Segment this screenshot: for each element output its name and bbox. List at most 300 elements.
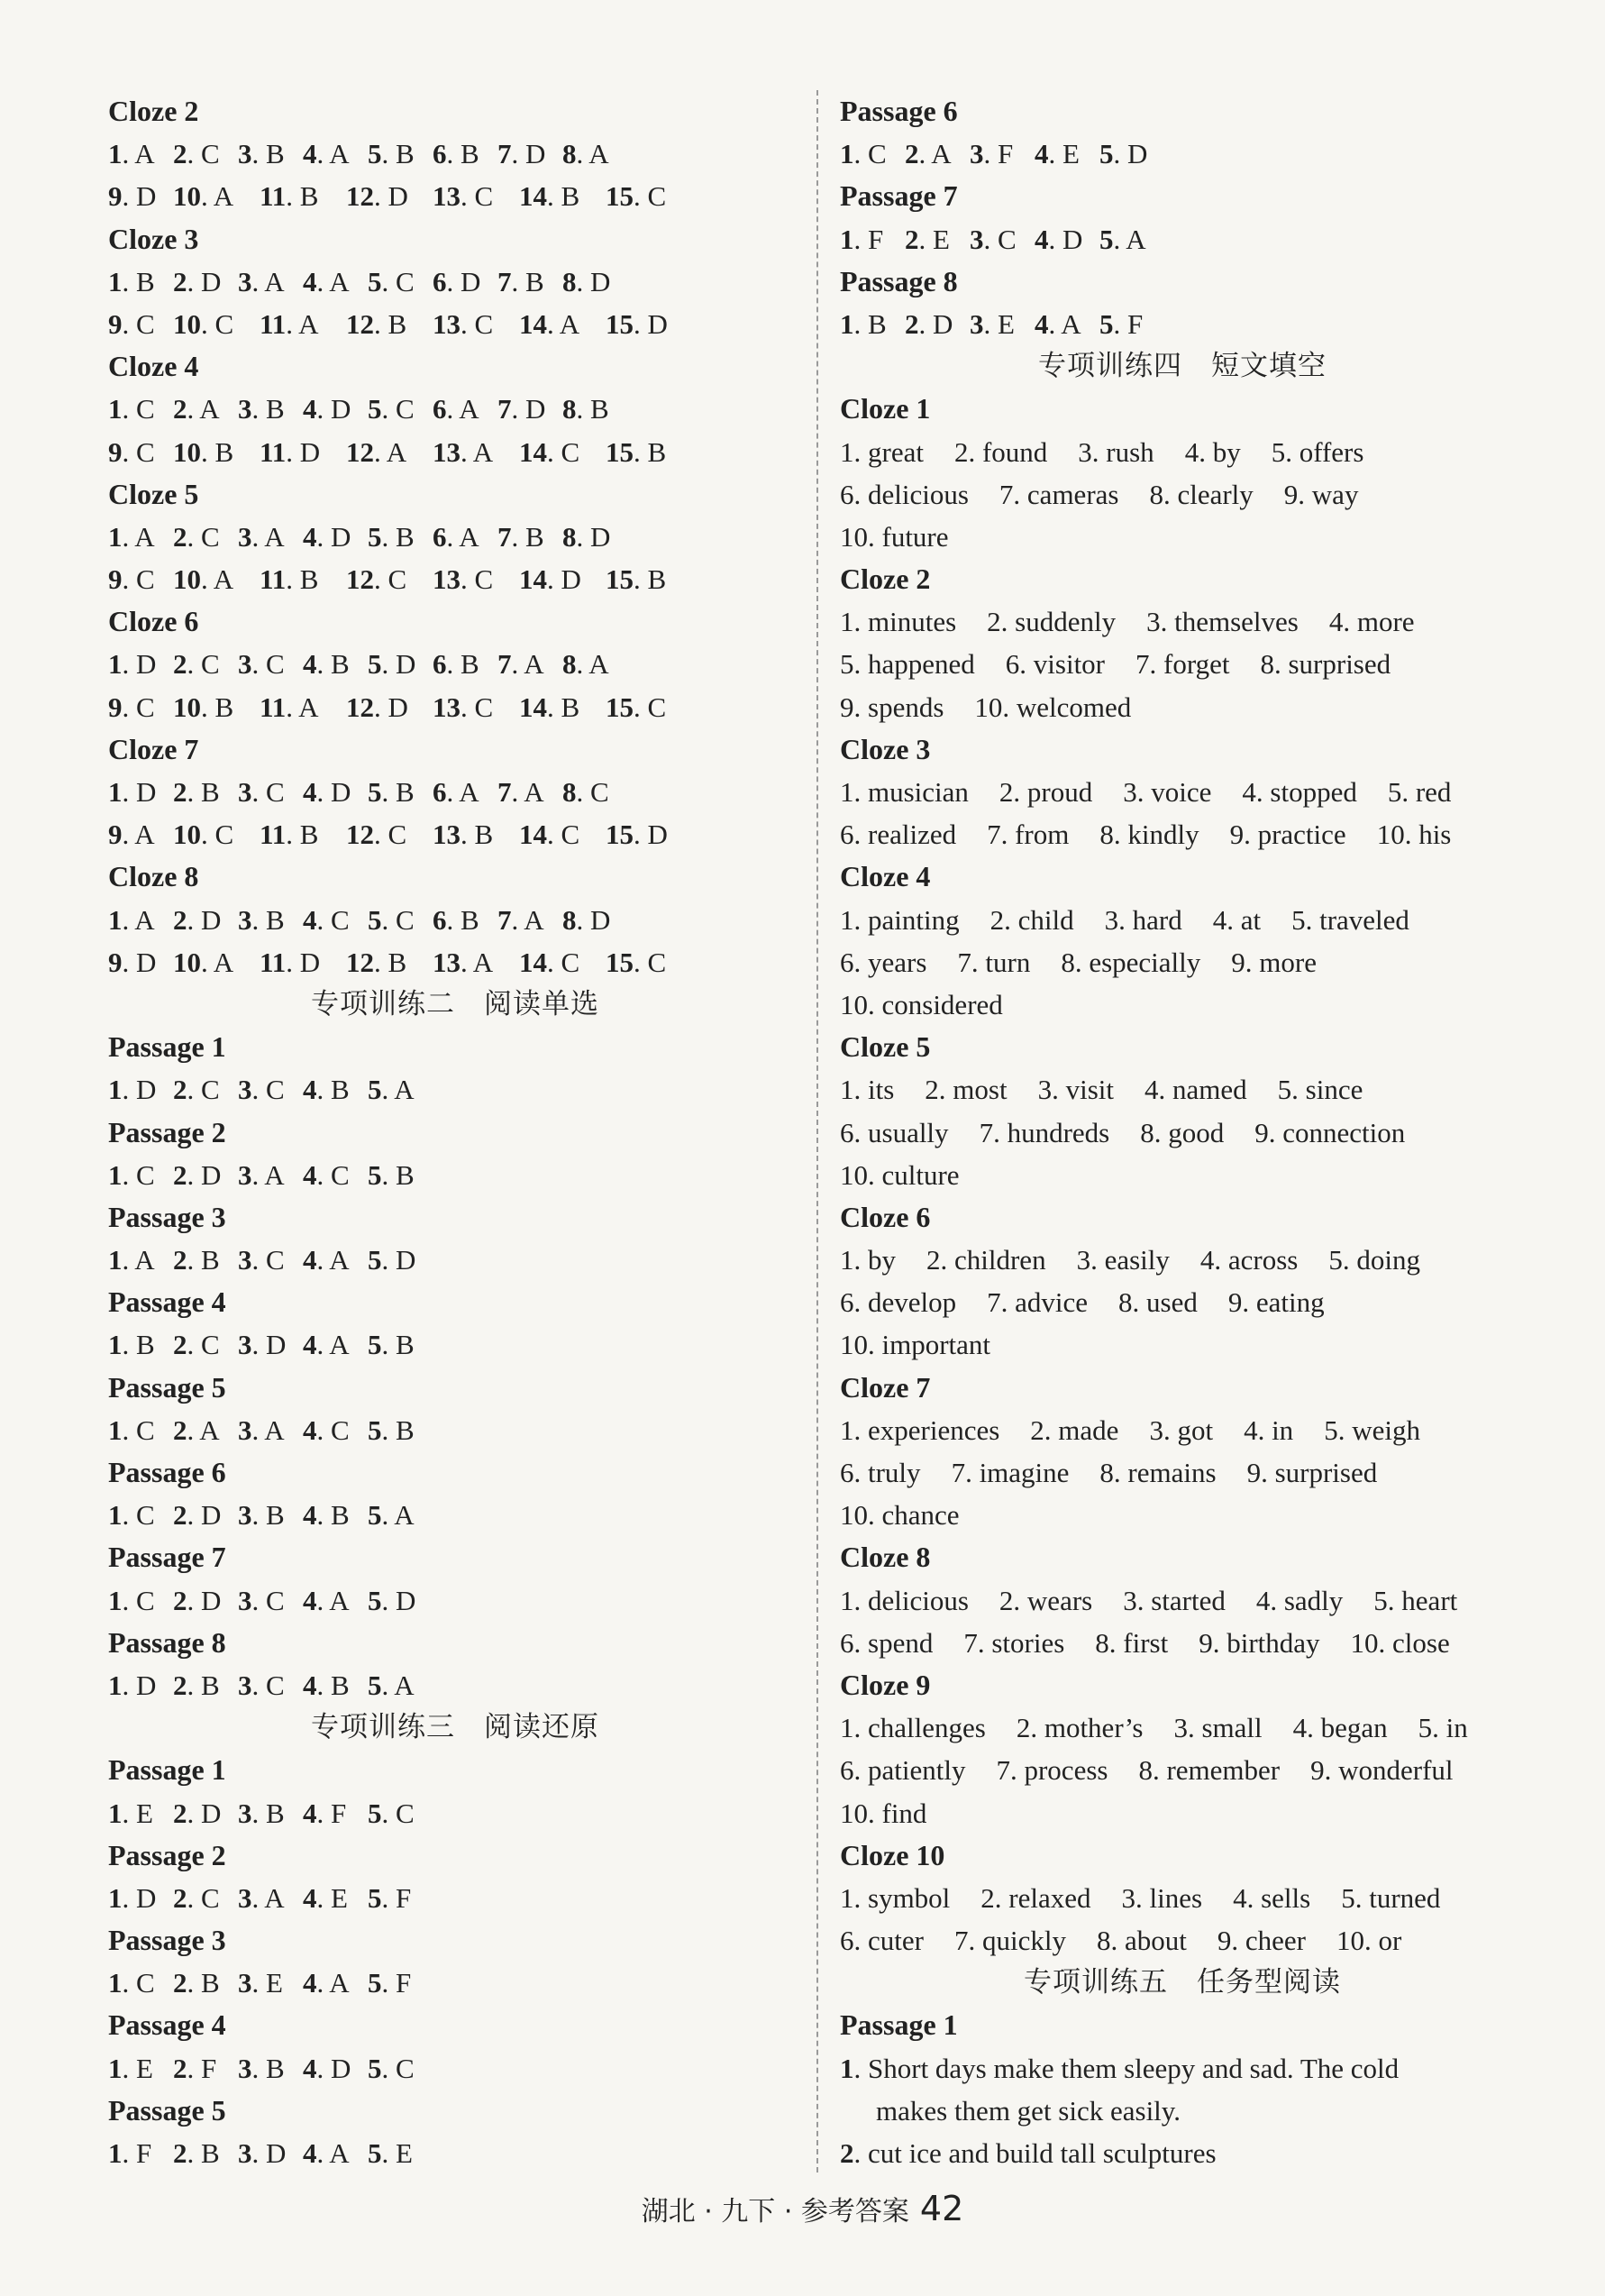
answer-value: B bbox=[136, 1329, 155, 1361]
answer-item: 9. C bbox=[108, 307, 155, 340]
answer-item: 4. C bbox=[303, 1158, 350, 1191]
answer-number: 5 bbox=[368, 393, 382, 425]
answer-number: 5 bbox=[368, 1669, 382, 1701]
answer-number: 1 bbox=[108, 1881, 123, 1914]
answer-item: 4. more bbox=[1328, 606, 1415, 638]
answer-value: C bbox=[998, 223, 1017, 255]
answer-item: 1. A bbox=[108, 1244, 155, 1276]
answer-item: 3. C bbox=[238, 648, 285, 681]
answer-number: 10 bbox=[173, 691, 201, 723]
answer-item: 5. F bbox=[368, 1967, 412, 1999]
answer-paragraph bbox=[840, 2047, 1525, 2132]
answer-value: imagine bbox=[979, 1457, 1070, 1488]
section-heading: Cloze 8 bbox=[840, 1541, 931, 1574]
answer-value: since bbox=[1305, 1074, 1363, 1106]
answer-number: 4 bbox=[303, 648, 317, 681]
answer-number: 5 bbox=[368, 1244, 382, 1276]
answer-number: 1 bbox=[840, 2052, 854, 2084]
answer-value: C bbox=[136, 393, 155, 425]
answer-number: 1 bbox=[840, 1074, 854, 1106]
answer-item: 1. C bbox=[840, 138, 887, 170]
answer-value: C bbox=[266, 1584, 285, 1616]
answer-value: lines bbox=[1149, 1881, 1203, 1914]
answer-item: 14. B bbox=[519, 691, 580, 723]
answer-item: 12. B bbox=[346, 946, 407, 978]
answer-value: A bbox=[213, 563, 234, 596]
section-heading: Cloze 4 bbox=[108, 350, 199, 383]
answer-value: A bbox=[264, 265, 285, 297]
answer-number: 3 bbox=[238, 1669, 252, 1701]
answer-item: 2. E bbox=[905, 223, 950, 255]
answer-item: 3. E bbox=[970, 307, 1015, 340]
answer-item: 5. traveled bbox=[1291, 903, 1409, 936]
answer-row bbox=[108, 1877, 802, 1919]
answer-value: B bbox=[396, 1158, 415, 1191]
answer-number: 7 bbox=[953, 1925, 969, 1957]
answer-item: 1. experiences bbox=[840, 1413, 1000, 1446]
answer-value: made bbox=[1058, 1413, 1119, 1446]
answer-value: A bbox=[329, 1244, 350, 1276]
section-title: 专项训练二 阅读单选 bbox=[311, 987, 599, 1020]
answer-number: 4 bbox=[303, 1074, 317, 1106]
answer-value: A bbox=[559, 307, 580, 340]
answer-number: 3 bbox=[238, 1329, 252, 1361]
answer-item: 3. rush bbox=[1078, 435, 1154, 468]
answer-item: 10. culture bbox=[840, 1158, 960, 1191]
page-number: 42 bbox=[919, 2189, 964, 2228]
answer-value: C bbox=[201, 1329, 220, 1361]
answer-value: D bbox=[561, 563, 581, 596]
answer-number: 10 bbox=[1350, 1626, 1379, 1659]
answer-number: 3 bbox=[1076, 1244, 1091, 1276]
answer-value: D bbox=[647, 307, 668, 340]
answer-item: 7. quickly bbox=[953, 1925, 1066, 1957]
answer-item: 4. A bbox=[303, 1584, 350, 1616]
answer-item: 3. A bbox=[238, 265, 285, 297]
section-heading: Cloze 6 bbox=[108, 605, 199, 638]
answer-value: more bbox=[1259, 946, 1317, 978]
column-divider bbox=[816, 90, 818, 2173]
answer-number: 5 bbox=[368, 1967, 382, 1999]
answer-value: birthday bbox=[1227, 1626, 1320, 1659]
answer-item: 11. B bbox=[260, 819, 319, 851]
answer-number: 5 bbox=[1328, 1244, 1343, 1276]
answer-value: B bbox=[331, 1669, 350, 1701]
answer-item: 10. find bbox=[840, 1797, 927, 1829]
answer-item: 5. F bbox=[1099, 307, 1144, 340]
answer-value: A bbox=[199, 393, 220, 425]
answer-item: 8. remember bbox=[1138, 1754, 1281, 1787]
answer-number: 1 bbox=[108, 1499, 123, 1532]
answer-item: 3. small bbox=[1173, 1712, 1263, 1744]
answer-value: sells bbox=[1261, 1881, 1311, 1914]
answer-item: 7. D bbox=[497, 138, 546, 170]
answer-item: 2. found bbox=[953, 435, 1048, 468]
answer-value: proud bbox=[1026, 776, 1093, 808]
answer-row bbox=[840, 1706, 1525, 1749]
answer-value: child bbox=[1017, 903, 1074, 936]
answer-number: 2 bbox=[926, 1244, 941, 1276]
answer-number: 7 bbox=[963, 1626, 978, 1659]
answer-value: A bbox=[298, 307, 319, 340]
answer-number: 7 bbox=[497, 903, 512, 936]
answer-number: 10 bbox=[173, 946, 201, 978]
answer-row bbox=[108, 643, 802, 685]
answer-number: 11 bbox=[260, 819, 287, 851]
answer-value: started bbox=[1151, 1584, 1226, 1616]
answer-number: 3 bbox=[238, 1413, 252, 1446]
answer-item: 4. E bbox=[1035, 138, 1080, 170]
answer-item: 2. wears bbox=[999, 1584, 1093, 1616]
answer-value: A bbox=[524, 776, 544, 808]
answer-value: E bbox=[998, 307, 1015, 340]
answer-value: B bbox=[266, 393, 285, 425]
answer-row bbox=[840, 813, 1525, 855]
answer-number: 3 bbox=[1173, 1712, 1188, 1744]
answer-value: E bbox=[933, 223, 950, 255]
answer-number: 1 bbox=[108, 1669, 123, 1701]
answer-item: 2. relaxed bbox=[980, 1881, 1091, 1914]
answer-number: 2 bbox=[173, 1074, 187, 1106]
answer-item: 9. eating bbox=[1227, 1286, 1325, 1319]
answer-value: D bbox=[1127, 138, 1148, 170]
answer-item: 6. A bbox=[433, 776, 479, 808]
answer-item: 4. A bbox=[303, 1244, 350, 1276]
answer-value: C bbox=[396, 393, 415, 425]
answer-item: 9. C bbox=[108, 691, 155, 723]
answer-number: 10 bbox=[173, 435, 201, 468]
answer-number: 6 bbox=[840, 478, 854, 510]
answer-row bbox=[840, 1154, 1525, 1196]
answer-value: D bbox=[299, 946, 321, 978]
answer-item: 7. A bbox=[497, 648, 544, 681]
answer-value: B bbox=[388, 946, 407, 978]
answer-value: B bbox=[266, 1499, 285, 1532]
answer-item: 4. E bbox=[303, 1881, 348, 1914]
answer-value: D bbox=[396, 648, 416, 681]
answer-number: 13 bbox=[433, 307, 461, 340]
answer-number: 3 bbox=[970, 307, 984, 340]
answer-row bbox=[840, 133, 1525, 175]
answer-item: 3. started bbox=[1123, 1584, 1226, 1616]
answer-value: D bbox=[331, 776, 351, 808]
answer-value: painting bbox=[868, 903, 960, 936]
answer-item: 2. F bbox=[173, 2052, 217, 2084]
answer-number: 9 bbox=[108, 563, 123, 596]
answer-value: B bbox=[525, 265, 544, 297]
answer-value: B bbox=[388, 307, 407, 340]
answer-number: 10 bbox=[840, 1329, 868, 1361]
answer-item: 1. D bbox=[108, 776, 157, 808]
answer-number: 1 bbox=[840, 1413, 854, 1446]
section-heading: Passage 7 bbox=[108, 1541, 226, 1574]
answer-number: 7 bbox=[996, 1754, 1010, 1787]
answer-item: 5. C bbox=[368, 265, 415, 297]
answer-value: A bbox=[588, 648, 609, 681]
answer-item: 1. minutes bbox=[840, 606, 957, 638]
answer-item: 2. D bbox=[173, 1584, 222, 1616]
left-column bbox=[108, 90, 802, 2174]
answer-value: C bbox=[266, 648, 285, 681]
answer-line: 2. cut ice and build tall sculptures bbox=[840, 2137, 1217, 2170]
answer-number: 3 bbox=[238, 1797, 252, 1829]
answer-item: 5. C bbox=[368, 393, 415, 425]
answer-number: 3 bbox=[1078, 435, 1092, 468]
answer-value: C bbox=[136, 307, 155, 340]
section-title: 专项训练三 阅读还原 bbox=[311, 1711, 599, 1744]
answer-number: 1 bbox=[108, 648, 123, 681]
answer-item: 12. D bbox=[346, 180, 408, 213]
answer-value: suddenly bbox=[1015, 606, 1117, 638]
answer-item: 4. named bbox=[1144, 1074, 1247, 1106]
answer-number: 7 bbox=[999, 478, 1014, 510]
answer-number: 2 bbox=[173, 2137, 187, 2169]
answer-number: 1 bbox=[108, 265, 123, 297]
answer-value: A bbox=[524, 648, 544, 681]
answer-number: 6 bbox=[840, 819, 854, 851]
answer-number: 10 bbox=[840, 520, 868, 553]
answer-value: turn bbox=[985, 946, 1031, 978]
answer-number: 5 bbox=[1341, 1881, 1355, 1914]
answer-number: 15 bbox=[606, 563, 634, 596]
answer-value: B bbox=[868, 307, 887, 340]
answer-number: 7 bbox=[1135, 648, 1150, 681]
answer-item: 8. D bbox=[562, 903, 611, 936]
answer-item: 5. D bbox=[368, 1584, 416, 1616]
answer-item: 4. A bbox=[1035, 307, 1081, 340]
answer-item: 12. C bbox=[346, 819, 407, 851]
answer-item: 7. B bbox=[497, 520, 544, 553]
answer-number: 6 bbox=[840, 1754, 854, 1787]
answer-number: 1 bbox=[840, 1584, 854, 1616]
answer-item: 8. C bbox=[562, 776, 609, 808]
answer-item: 5. C bbox=[368, 1797, 415, 1829]
answer-number: 3 bbox=[1149, 1413, 1163, 1446]
answer-number: 2 bbox=[925, 1074, 939, 1106]
answer-value: easily bbox=[1104, 1244, 1170, 1276]
answer-value: C bbox=[266, 1074, 285, 1106]
answer-number: 15 bbox=[606, 691, 634, 723]
answer-item: 4. C bbox=[303, 903, 350, 936]
answer-value: C bbox=[214, 307, 234, 340]
answer-item: 10. A bbox=[173, 563, 234, 596]
answer-number: 3 bbox=[238, 648, 252, 681]
answer-row bbox=[840, 303, 1525, 345]
answer-value: used bbox=[1146, 1286, 1198, 1319]
answer-item: 5. F bbox=[368, 1881, 412, 1914]
answer-value: A bbox=[213, 946, 234, 978]
answer-item: 11. A bbox=[260, 307, 319, 340]
answer-value: children bbox=[954, 1244, 1046, 1276]
answer-number: 13 bbox=[433, 180, 461, 213]
answer-number: 2 bbox=[905, 223, 919, 255]
answer-value: spend bbox=[868, 1626, 934, 1659]
answer-number: 5 bbox=[368, 1797, 382, 1829]
answer-number: 5 bbox=[1324, 1413, 1338, 1446]
answer-value: weigh bbox=[1352, 1413, 1420, 1446]
answer-value: B bbox=[647, 563, 667, 596]
answer-value: D bbox=[299, 435, 321, 468]
answer-number: 15 bbox=[606, 946, 634, 978]
answer-item: 9. birthday bbox=[1199, 1626, 1320, 1659]
answer-number: 4 bbox=[303, 2052, 317, 2084]
answer-number: 2 bbox=[173, 903, 187, 936]
answer-item: 4. B bbox=[303, 1669, 350, 1701]
answer-item: 8. used bbox=[1118, 1286, 1198, 1319]
answer-value: more bbox=[1356, 606, 1415, 638]
answer-number: 8 bbox=[1140, 1116, 1154, 1148]
answer-value: F bbox=[1127, 307, 1144, 340]
answer-item: 3. B bbox=[238, 138, 285, 170]
answer-item: 3. B bbox=[238, 1797, 285, 1829]
answer-value: kindly bbox=[1127, 819, 1199, 851]
answer-item: 3. A bbox=[238, 1158, 285, 1191]
answer-row bbox=[840, 1068, 1525, 1111]
answer-number: 10 bbox=[840, 1797, 868, 1829]
answer-number: 2 bbox=[173, 138, 187, 170]
answer-item: 5. E bbox=[368, 2137, 413, 2169]
answer-number: 1 bbox=[108, 1244, 123, 1276]
answer-value: E bbox=[136, 2052, 153, 2084]
answer-value: about bbox=[1124, 1925, 1187, 1957]
answer-value: C bbox=[331, 1413, 350, 1446]
answer-item: 4. A bbox=[303, 138, 350, 170]
answer-number: 5 bbox=[1387, 776, 1402, 808]
answer-item: 1. A bbox=[108, 520, 155, 553]
answer-number: 5 bbox=[1291, 903, 1306, 936]
answer-value: B bbox=[266, 138, 285, 170]
answer-value: D bbox=[136, 1881, 157, 1914]
answer-item: 5. red bbox=[1387, 776, 1452, 808]
answer-number: 6 bbox=[840, 1286, 854, 1319]
answer-value: A bbox=[524, 903, 544, 936]
answer-value: years bbox=[868, 946, 927, 978]
answer-value: D bbox=[201, 1584, 222, 1616]
answer-value: clearly bbox=[1177, 478, 1254, 510]
answer-item: 1. F bbox=[108, 2137, 152, 2169]
answer-item: 2. C bbox=[173, 1881, 220, 1914]
answer-number: 2 bbox=[173, 1967, 187, 1999]
answer-value: B bbox=[201, 1669, 220, 1701]
answer-number: 6 bbox=[1005, 648, 1020, 681]
answer-item: 7. turn bbox=[957, 946, 1031, 978]
answer-number: 8 bbox=[562, 265, 577, 297]
answer-number: 2 bbox=[173, 648, 187, 681]
answer-value: D bbox=[525, 138, 546, 170]
answer-item: 2. B bbox=[173, 1669, 220, 1701]
answer-value: D bbox=[388, 691, 408, 723]
answer-number: 7 bbox=[987, 1286, 1001, 1319]
answer-item: 7. hundreds bbox=[979, 1116, 1110, 1148]
answer-value: D bbox=[136, 946, 157, 978]
answer-value: D bbox=[331, 393, 351, 425]
answer-item: 5. doing bbox=[1328, 1244, 1420, 1276]
answer-number: 8 bbox=[1096, 1925, 1111, 1957]
answer-number: 12 bbox=[346, 819, 374, 851]
answer-item: 6. A bbox=[433, 393, 479, 425]
answer-item: 9. D bbox=[108, 946, 157, 978]
answer-number: 5 bbox=[1418, 1712, 1433, 1744]
answer-item: 4. D bbox=[303, 393, 351, 425]
answer-number: 2 bbox=[173, 1158, 187, 1191]
answer-number: 6 bbox=[433, 648, 447, 681]
answer-item: 4. A bbox=[303, 1329, 350, 1361]
answer-number: 11 bbox=[260, 946, 287, 978]
answer-number: 15 bbox=[606, 435, 634, 468]
answer-item: 5. weigh bbox=[1324, 1413, 1420, 1446]
answer-item: 3. voice bbox=[1123, 776, 1212, 808]
answer-item: 1. symbol bbox=[840, 1881, 951, 1914]
answer-value: B bbox=[201, 1244, 220, 1276]
answer-number: 2 bbox=[173, 1881, 187, 1914]
answer-item: 9. cheer bbox=[1217, 1925, 1306, 1957]
answer-item: 1. delicious bbox=[840, 1584, 969, 1616]
answer-number: 1 bbox=[108, 776, 123, 808]
answer-number: 6 bbox=[433, 520, 447, 553]
answer-value: D bbox=[266, 1329, 287, 1361]
answer-value: D bbox=[396, 1244, 416, 1276]
answer-value: red bbox=[1415, 776, 1452, 808]
answer-row bbox=[840, 1239, 1525, 1281]
answer-number: 1 bbox=[108, 1158, 123, 1191]
answer-value: C bbox=[136, 1413, 155, 1446]
answer-number: 2 bbox=[173, 265, 187, 297]
answer-number: 3 bbox=[238, 265, 252, 297]
answer-item: 4. across bbox=[1199, 1244, 1299, 1276]
answer-item: 9. more bbox=[1231, 946, 1317, 978]
answer-value: his bbox=[1418, 819, 1452, 851]
answer-number: 8 bbox=[1095, 1626, 1109, 1659]
answer-item: 5. B bbox=[368, 1158, 415, 1191]
answer-value: forget bbox=[1163, 648, 1230, 681]
answer-row bbox=[108, 1154, 802, 1196]
answer-value: C bbox=[201, 520, 220, 553]
answer-number: 8 bbox=[1118, 1286, 1133, 1319]
answer-item: 11. B bbox=[260, 180, 319, 213]
section-heading: Cloze 5 bbox=[840, 1030, 931, 1064]
answer-number: 4 bbox=[303, 1413, 317, 1446]
answer-value: hard bbox=[1132, 903, 1182, 936]
answer-item: 7. B bbox=[497, 265, 544, 297]
answer-number: 5 bbox=[1099, 307, 1114, 340]
section-heading: Cloze 5 bbox=[108, 477, 199, 510]
answer-number: 2 bbox=[173, 1669, 187, 1701]
answer-value: C bbox=[647, 946, 667, 978]
answer-item: 3. C bbox=[238, 1669, 285, 1701]
answer-number: 3 bbox=[970, 223, 984, 255]
answer-item: 1. C bbox=[108, 1967, 155, 1999]
answer-row bbox=[840, 600, 1525, 643]
answer-row bbox=[108, 133, 802, 175]
answer-value: E bbox=[266, 1967, 283, 1999]
answer-number: 8 bbox=[1149, 478, 1163, 510]
answer-number: 11 bbox=[260, 180, 287, 213]
answer-item: 5. B bbox=[368, 1413, 415, 1446]
answer-row bbox=[840, 1622, 1525, 1664]
answer-row bbox=[108, 771, 802, 813]
answer-row bbox=[840, 1919, 1525, 1962]
answer-number: 1 bbox=[840, 435, 854, 468]
answer-number: 9 bbox=[108, 691, 123, 723]
answer-value: sadly bbox=[1283, 1584, 1344, 1616]
answer-number: 8 bbox=[562, 393, 577, 425]
answer-row bbox=[840, 431, 1525, 473]
answer-number: 7 bbox=[497, 520, 512, 553]
answer-item: 8. kindly bbox=[1099, 819, 1199, 851]
answer-item: 2. A bbox=[173, 393, 220, 425]
answer-value: stopped bbox=[1270, 776, 1357, 808]
answer-item: 2. child bbox=[989, 903, 1074, 936]
